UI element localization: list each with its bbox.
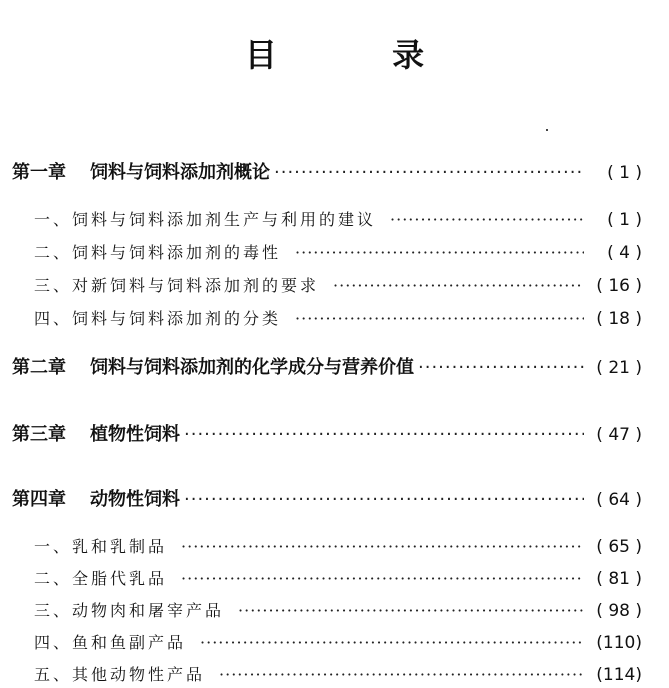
toc-section-1-2[interactable] <box>34 240 642 263</box>
chapter-title: 动物性饲料 <box>90 489 180 510</box>
dot-leader <box>184 489 584 510</box>
page-number: ( 64 ) <box>596 490 642 510</box>
dot-leader <box>200 633 584 652</box>
page-number: ( 4 ) <box>607 243 642 263</box>
chapter-title: 植物性饲料 <box>90 424 180 445</box>
section-title: 一、饲料与饲料添加剂生产与利用的建议 <box>34 210 377 229</box>
dot-leader <box>418 357 584 378</box>
dot-leader <box>238 601 584 620</box>
toc-chapter-1[interactable] <box>12 158 642 184</box>
chapter-number: 第四章 <box>12 489 66 510</box>
toc-section-1-4[interactable] <box>34 306 642 329</box>
section-title: 二、全脂代乳品 <box>34 569 168 588</box>
section-title: 二、饲料与饲料添加剂的毒性 <box>34 243 282 262</box>
section-title: 四、饲料与饲料添加剂的分类 <box>34 309 282 328</box>
dot-leader <box>390 210 584 229</box>
chapter-title: 饲料与饲料添加剂概论 <box>90 162 270 183</box>
dot-leader <box>219 665 584 684</box>
section-title: 五、其他动物性产品 <box>34 665 206 684</box>
page-number: ( 18 ) <box>596 309 642 329</box>
toc-chapter-3[interactable] <box>12 420 642 446</box>
page-number: ( 98 ) <box>596 601 642 621</box>
toc-section-4-3[interactable] <box>34 598 642 621</box>
section-title: 三、动物肉和屠宰产品 <box>34 601 225 620</box>
page-number: (114) <box>596 665 642 685</box>
toc-section-4-5[interactable] <box>34 662 642 685</box>
chapter-number: 第一章 <box>12 162 66 183</box>
page-number: ( 47 ) <box>596 425 642 445</box>
chapter-number: 第三章 <box>12 424 66 445</box>
page-title: 目 录 <box>244 36 477 74</box>
chapter-number: 第二章 <box>12 357 66 378</box>
dot-leader <box>181 537 584 556</box>
dot-leader <box>333 276 584 295</box>
toc-section-1-1[interactable] <box>34 207 642 230</box>
page-number: ( 16 ) <box>596 276 642 296</box>
page-number: ( 65 ) <box>596 537 642 557</box>
page-number: ( 1 ) <box>607 163 642 183</box>
page-number: ( 21 ) <box>596 358 642 378</box>
toc-section-4-2[interactable] <box>34 566 642 589</box>
section-title: 四、鱼和鱼副产品 <box>34 633 187 652</box>
chapter-title: 饲料与饲料添加剂的化学成分与营养价值 <box>90 357 414 378</box>
dot-leader <box>295 243 584 262</box>
page-number: (110) <box>596 633 642 653</box>
dot-leader <box>184 424 584 445</box>
section-title: 一、乳和乳制品 <box>34 537 168 556</box>
page-number: ( 81 ) <box>596 569 642 589</box>
section-title: 三、对新饲料与饲料添加剂的要求 <box>34 276 320 295</box>
toc-section-4-1[interactable] <box>34 534 642 557</box>
toc-chapter-2[interactable] <box>12 353 642 379</box>
dot-leader <box>181 569 584 588</box>
toc-section-4-4[interactable] <box>34 630 642 653</box>
toc-section-1-3[interactable] <box>34 273 642 296</box>
dot-leader <box>295 309 584 328</box>
toc-chapter-4[interactable] <box>12 485 642 511</box>
page-number: ( 1 ) <box>607 210 642 230</box>
scan-speck <box>546 129 548 131</box>
dot-leader <box>274 162 584 183</box>
